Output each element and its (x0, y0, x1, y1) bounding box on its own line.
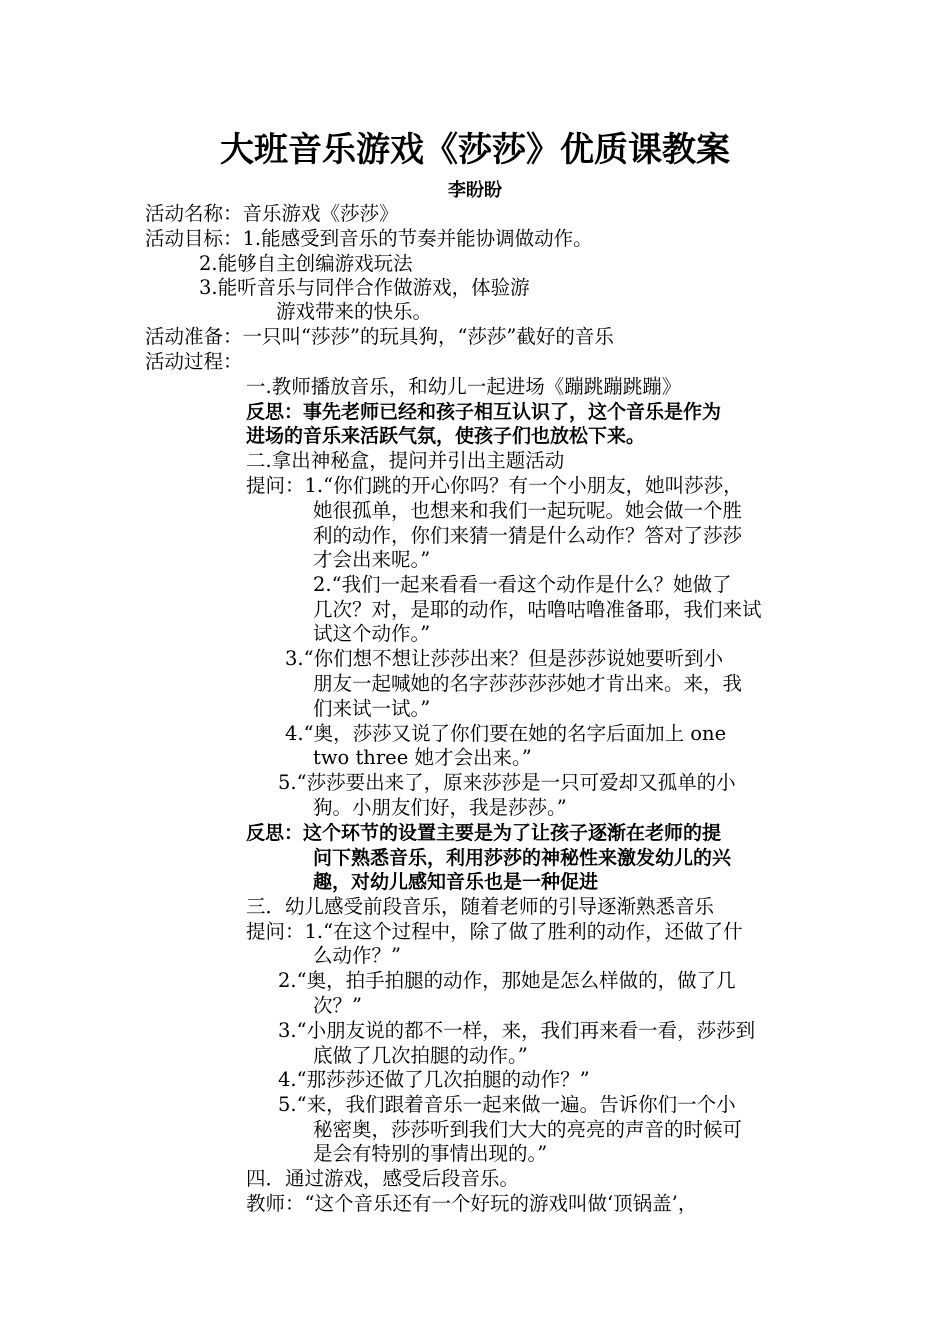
text-line: 游戏带来的快乐。 (276, 300, 433, 323)
text-line: 活动过程： (145, 350, 243, 373)
text-line: 2.“奥，拍手拍腿的动作，那她是怎么样做的，做了几 (278, 969, 736, 992)
text-line: 3.能听音乐与同伴合作做游戏，体验游 (199, 276, 530, 299)
text-line: 提问：1.“在这个过程中，除了做了胜利的动作，还做了什 (246, 920, 743, 943)
text-line: 3.“你们想不想让莎莎出来？但是莎莎说她要听到小 (285, 647, 724, 670)
text-line: 她很孤单，也想来和我们一起玩呢。她会做一个胜 (313, 499, 743, 522)
text-line: 试这个动作。” (313, 622, 431, 645)
text-line: 是会有特别的事情出现的。” (313, 1142, 548, 1165)
author-name: 李盼盼 (448, 180, 502, 201)
text-line: 活动准备：一只叫“莎莎”的玩具狗，“莎莎”截好的音乐 (145, 325, 614, 348)
text-line: 活动名称：音乐游戏《莎莎》 (145, 202, 399, 225)
text-line: 二.拿出神秘盒，提问并引出主题活动 (246, 449, 565, 472)
reflection-line: 进场的音乐来活跃气氛，使孩子们也放松下来。 (246, 425, 646, 447)
text-line: 才会出来呢。” (313, 548, 431, 571)
text-line: 5.“莎莎要出来了，原来莎莎是一只可爱却又孤单的小 (278, 771, 736, 794)
text-line: 提问：1.“你们跳的开心你吗？有一个小朋友，她叫莎莎， (246, 474, 743, 497)
text-line: 4.“那莎莎还做了几次拍腿的动作？” (278, 1068, 590, 1091)
text-line: 朋友一起喊她的名字莎莎莎莎她才肯出来。来，我 (313, 672, 743, 695)
text-line: 2.能够自主创编游戏玩法 (199, 252, 413, 275)
reflection-line: 反思：事先老师已经和孩子相互认识了，这个音乐是作为 (246, 401, 722, 423)
text-line: 们来试一试。” (313, 697, 431, 720)
text-line: 次？” (313, 994, 362, 1017)
document-title: 大班音乐游戏《莎莎》优质课教案 (220, 130, 730, 170)
text-line: 么动作？” (313, 944, 401, 967)
text-line: 2.“我们一起来看看一看这个动作是什么？她做了 (313, 573, 732, 596)
text-line: 狗。小朋友们好，我是莎莎。” (313, 796, 567, 819)
text-line: 三．幼儿感受前段音乐，随着老师的引导逐渐熟悉音乐 (246, 895, 715, 918)
reflection-line: 反思：这个环节的设置主要是为了让孩子逐渐在老师的提 (246, 822, 722, 844)
text-line: 一.教师播放音乐，和幼儿一起进场《蹦跳蹦跳蹦》 (246, 375, 682, 398)
reflection-line: 趣，对幼儿感知音乐也是一种促进 (313, 871, 599, 893)
text-line: two three 她才会出来。” (313, 746, 532, 769)
text-line: 教师：“这个音乐还有一个好玩的游戏叫做‘顶锅盖’， (246, 1192, 698, 1215)
text-line: 活动目标：1.能感受到音乐的节奏并能协调做动作。 (145, 227, 593, 250)
text-line: 利的动作，你们来猜一猜是什么动作？答对了莎莎 (313, 524, 743, 547)
text-line: 5.“来，我们跟着音乐一起来做一遍。告诉你们一个小 (278, 1093, 736, 1116)
text-line: 3.“小朋友说的都不一样，来，我们再来看一看，莎莎到 (278, 1019, 756, 1042)
text-line: 四．通过游戏，感受后段音乐。 (246, 1167, 520, 1190)
text-line: 底做了几次拍腿的动作。” (313, 1044, 528, 1067)
text-line: 几次？对，是耶的动作，咕噜咕噜准备耶，我们来试 (313, 598, 762, 621)
text-line: 4.“奥，莎莎又说了你们要在她的名字后面加上 one (285, 722, 727, 745)
text-line: 秘密奥，莎莎听到我们大大的亮亮的声音的时候可 (313, 1118, 743, 1141)
reflection-line: 问下熟悉音乐，利用莎莎的神秘性来激发幼儿的兴 (313, 847, 732, 869)
